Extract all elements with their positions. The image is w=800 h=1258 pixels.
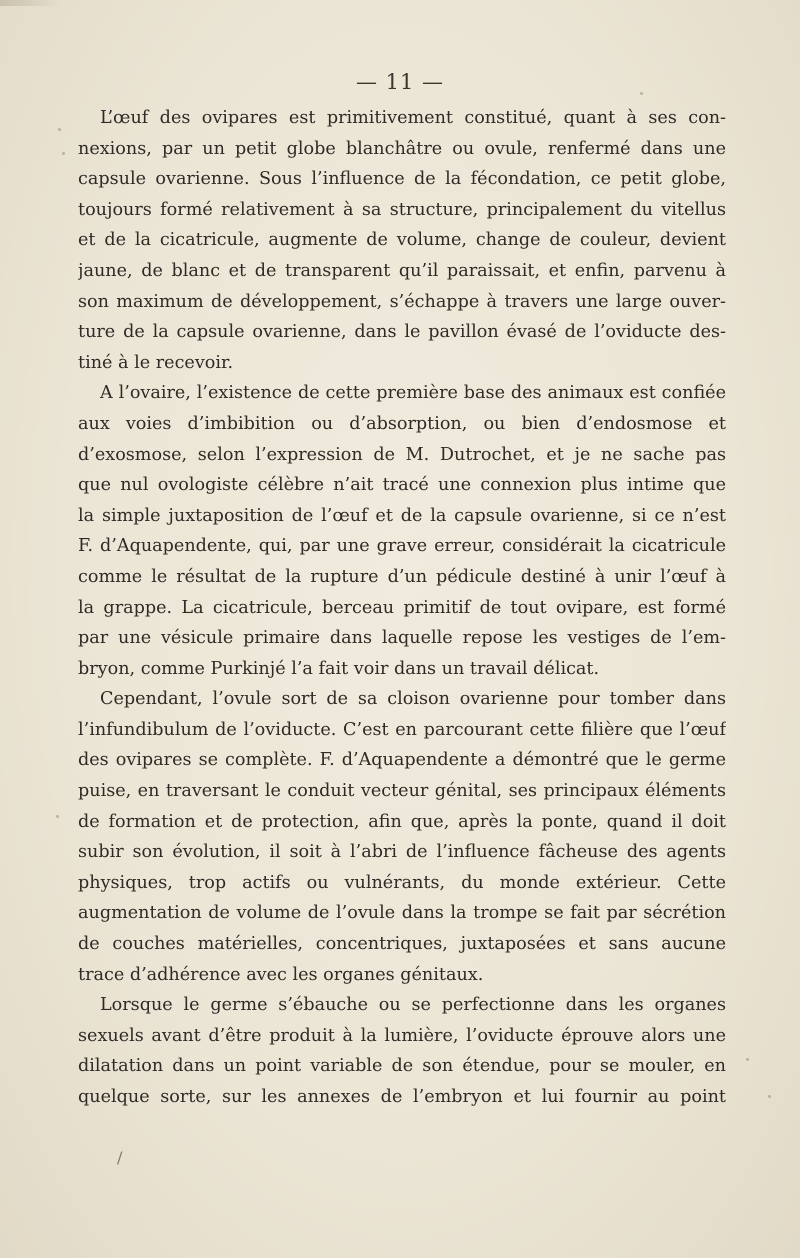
paper-speck [746,1058,749,1061]
text-line: dilatation dans un point variable de son étendue, pour se mouler, en [78,1056,726,1077]
text-line: L’œuf des ovipares est primitivement constitué, quant à ses con- [100,108,726,128]
text-line: puise, en traversant le conduit vecteur génital, ses principaux éléments [78,781,726,802]
text-line: aux voies d’imbibition ou d’absorption, ou bien d’endosmose et [78,413,726,434]
text-line: bryon, comme Purkinjé l’a fait voir dans un travail délicat. [78,658,600,679]
text-line: A l’ovaire, l’existence de cette première base des animaux est confiée [100,383,726,404]
stray-mark: / [117,1148,123,1167]
text-line: d’exosmose, selon l’expression de M. Dutrochet, et je ne sache pas [78,444,726,465]
text-line: par une vésicule primaire dans laquelle repose les vestiges de l’em- [78,628,726,649]
text-line: tiné à le recevoir. [78,352,234,373]
text-line: jaune, de blanc et de transparent qu’il paraissait, et enfin, parvenu à [78,260,726,281]
text-line: de formation et de protection, afin que, après la ponte, quand il doit [78,811,726,832]
text-line: F. d’Aquapendente, qui, par une grave erreur, considérait la cicatricule [78,536,726,557]
text-line: la grappe. La cicatricule, berceau primitif de tout ovipare, est formé [78,597,726,618]
text-line: quelque sorte, sur les annexes de l’embryon et lui fournir au point [78,1087,726,1107]
text-line: la simple juxtaposition de l’œuf et de la capsule ovarienne, si ce n’est [78,505,726,526]
text-line: de couches matérielles, concentriques, juxtaposées et sans aucune [78,934,726,955]
text-line: l’infundibulum de l’oviducte. C’est en parcourant cette filière que l’œuf [78,719,726,740]
text-line: capsule ovarienne. Sous l’influence de la fécondation, ce petit globe, [78,169,726,190]
text-line: et de la cicatricule, augmente de volume, change de couleur, devient [78,230,726,251]
body-text [78,103,726,1113]
text-line: Lorsque le germe s’ébauche ou se perfectionne dans les organes [100,995,726,1016]
paper-speck [58,128,61,131]
page-number: — 11 — [355,70,445,94]
paper-speck [62,152,65,155]
text-line: son maximum de développement, s’échappe à travers une large ouver- [78,291,726,312]
text-line: augmentation de volume de l’ovule dans la trompe se fait par sécrétion [78,903,726,924]
text-line: comme le résultat de la rupture d’un pédicule destiné à unir l’œuf à [78,566,726,587]
paper-speck [56,815,59,818]
paper-speck [640,92,643,95]
text-line: toujours formé relativement à sa structure, principalement du vitellus [78,199,726,220]
text-line: ture de la capsule ovarienne, dans le pavillon évasé de l’oviducte des- [78,322,726,343]
text-line: des ovipares se complète. F. d’Aquapendente a démontré que le germe [78,750,726,771]
paper-speck [768,1095,771,1098]
text-line: que nul ovologiste célèbre n’ait tracé une connexion plus intime que [78,475,726,496]
text-line: physiques, trop actifs ou vulnérants, du monde extérieur. Cette [78,872,726,893]
text-line: Cependant, l’ovule sort de sa cloison ovarienne pour tomber dans [100,689,726,710]
text-line: trace d’adhérence avec les organes génitaux. [78,964,484,985]
text-line: sexuels avant d’être produit à la lumière, l’oviducte éprouve alors une [78,1025,726,1046]
text-line: subir son évolution, il soit à l’abri de l’influence fâcheuse des agents [78,842,726,863]
text-line: nexions, par un petit globe blanchâtre ou ovule, renfermé dans une [78,138,726,159]
page-edge-shadow [0,0,60,6]
